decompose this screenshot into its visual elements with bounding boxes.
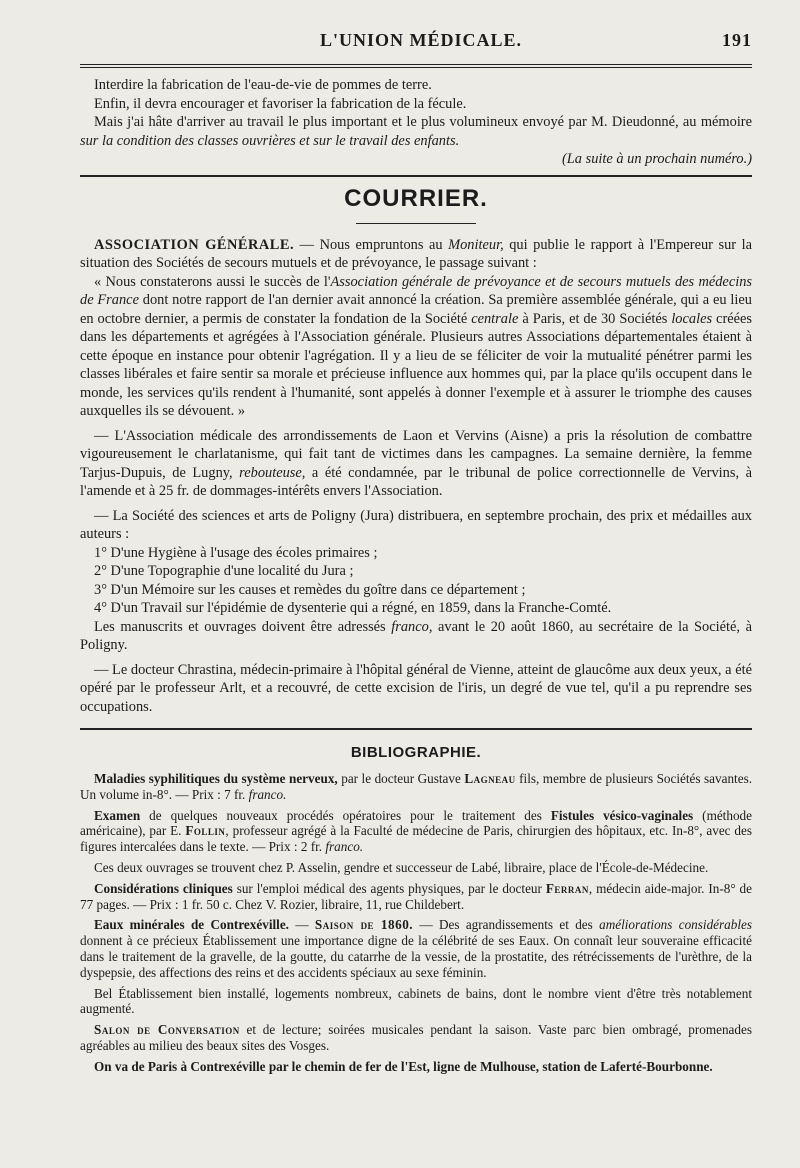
- biblio-entry-6: Bel Établissement bien installé, logements nombreux, cabinets de bains, dont le nombre vient d'être très notablement augmenté.: [80, 985, 752, 1017]
- intro-paragraph-3: [80, 113, 752, 150]
- biblio-entry-7: [80, 1022, 752, 1054]
- courrier-p5-a: Les manuscrits et ouvrages doivent être adressés: [94, 618, 392, 635]
- biblio-2-title: Examen: [94, 807, 141, 823]
- page-header: [80, 30, 752, 60]
- courrier-p2-g: créées dans les départements et agrégées à l'Association générale. Plusieurs autres Associations départementales étaient à cette époque en instance pour obtenir l'agrégation. Il y a lieu de se féliciter de voir la mutualité pénétrer parmi les classes libérales et faire sentir sa morale et précieuse influence aux hommes qui, par la place qu'ils occupent dans le monde, les services qu'ils rendent à l'humanité, sont appelés à donner l'exemple et à assurer le triomphe des causes auxquelles ils se dévouent. »: [80, 310, 752, 419]
- courrier-p2-b: Association générale de prévoyance et de secours mutuels des médecins de France: [80, 273, 752, 308]
- header-rule: [80, 64, 752, 68]
- biblio-5-saison: Saison de 1860.: [314, 917, 414, 933]
- association-label: ASSOCIATION GÉNÉRALE.: [94, 236, 295, 253]
- biblio-1-franco: franco.: [248, 786, 287, 802]
- courrier-p5-c: avant le 20 août 1860, au secrétaire de la Société, à Poligny.: [80, 618, 752, 653]
- biblio-1-title: Maladies syphilitiques du système nerveux,: [94, 771, 338, 786]
- courrier-paragraph-4: — La Société des sciences et arts de Poligny (Jura) distribuera, en septembre prochain, des prix et médailles aux auteurs :: [80, 507, 752, 542]
- prize-list: [80, 544, 752, 618]
- biblio-4-text2: , médecin aide-major. In-8° de 77 pages. — Prix : 1 fr. 50 c. Chez V. Rozier, libraire, 11, rue Childebert.: [80, 880, 752, 912]
- courrier-underline: [356, 223, 476, 224]
- intro-p3-italic: sur la condition des classes ouvrières et sur le travail des enfants.: [80, 132, 460, 149]
- courrier-paragraph-6: — Le docteur Chrastina, médecin-primaire à l'hôpital général de Vienne, atteint de glaucôme aux deux yeux, a été opéré par le professeur Arlt, et a recouvré, de cette excision de l'iris, un degré de vue tel, qu'il a pu reprendre ses occupations.: [80, 661, 752, 715]
- biblio-entry-8: On va de Paris à Contrexéville par le chemin de fer de l'Est, ligne de Mulhouse, station de Laferté-Bourbonne.: [94, 1058, 713, 1074]
- courrier-paragraph-1: [80, 236, 752, 273]
- courrier-p2-a: « Nous constaterons aussi le succès de l': [94, 273, 331, 290]
- biblio-4-author: Ferran: [545, 880, 589, 896]
- courrier-p3-c: a été condamnée, par le tribunal de police correctionnelle de Vervins, à l'amende et à 25 fr. de dommages-intérêts envers l'Association.: [80, 464, 752, 499]
- biblio-entry-2: [80, 808, 752, 855]
- courrier-p2-e: à Paris, et de 30 Sociétés: [518, 310, 672, 327]
- bibliographie-title: BIBLIOGRAPHIE.: [350, 744, 482, 761]
- prize-item-3: 3° D'un Mémoire sur les causes et remèdes du goître dans ce département ;: [94, 581, 526, 598]
- biblio-1-text2: fils, membre de plusieurs Sociétés savantes. Un volume in-8°. — Prix : 7 fr.: [80, 771, 753, 802]
- continued-note: (La suite à un prochain numéro.): [562, 151, 752, 167]
- intro-section: [80, 76, 752, 169]
- courrier-p3-b: rebouteuse,: [239, 464, 306, 481]
- biblio-entry-5: [80, 917, 752, 980]
- prize-item-1: 1° D'une Hygiène à l'usage des écoles primaires ;: [94, 544, 378, 561]
- biblio-5-text: —: [288, 917, 315, 933]
- biblio-7-salon: Salon de Conversation: [94, 1022, 240, 1038]
- biblio-2-text: de quelques nouveaux procédés opératoires pour le traitement des: [140, 807, 551, 823]
- biblio-5-text2: — Des agrandissements et des: [413, 917, 600, 933]
- courrier-p3-a: — L'Association médicale des arrondissements de Laon et Vervins (Aisne) a pris la résolution de combattre vigoureusement le charlatanisme, qui fait tant de victimes dans les campagnes. La semaine dernière, la femme Tarjus-Dupuis, de Lugny,: [80, 427, 752, 481]
- biblio-5-italic: améliorations considérables: [599, 917, 752, 933]
- courrier-p1-text-c: qui publie le rapport à l'Empereur sur la situation des Sociétés de secours mutuels et de prévoyance, le passage suivant :: [80, 236, 752, 271]
- prize-item-4: 4° D'un Travail sur l'épidémie de dysenterie qui a régné, en 1859, dans la Franche-Comté.: [94, 600, 612, 616]
- bibliographie-section: [80, 771, 752, 1075]
- intro-paragraph-1: Interdire la fabrication de l'eau-de-vie de pommes de terre.: [94, 77, 432, 93]
- biblio-2-title2: Fistules vésico-vaginales: [550, 807, 694, 823]
- courrier-paragraph-5: [80, 618, 752, 655]
- courrier-paragraph-3: [80, 427, 752, 501]
- courrier-p1-italic: Moniteur,: [448, 236, 504, 253]
- biblio-entry-4: [80, 881, 752, 913]
- intro-p3-text: Mais j'ai hâte d'arriver au travail le plus important et le plus volumineux envoyé par M. Dieudonné, au mémoire: [94, 114, 752, 130]
- biblio-entry-1: [80, 771, 752, 803]
- biblio-2-author: Follin: [185, 823, 226, 839]
- biblio-entry-3: Ces deux ouvrages se trouvent chez P. Asselin, gendre et successeur de Labé, libraire, place de l'École-de-Médecine.: [94, 859, 709, 875]
- intro-paragraph-2: Enfin, il devra encourager et favoriser la fabrication de la fécule.: [94, 95, 467, 112]
- biblio-4-title: Considérations cliniques: [94, 880, 233, 896]
- courrier-p2-c: dont notre rapport de l'an dernier avait annoncé la création. Sa première assemblée générale, qui a eu lieu en octobre dernier, a permis de constater la fondation de la Société: [80, 292, 752, 327]
- biblio-2-text2: (méthode américaine), par E.: [80, 807, 752, 839]
- page-number: 191: [722, 30, 752, 50]
- biblio-2-text3: , professeur agrégé à la Faculté de médecine de Paris, chirurgien des hôpitaux, etc. In-8°, avec des figures intercalées dans le texte. — Prix : 2 fr.: [80, 823, 752, 855]
- courrier-p1-text-a: — Nous empruntons au: [294, 236, 449, 253]
- biblio-1-text: par le docteur Gustave: [337, 771, 465, 786]
- courrier-p2-f: locales: [671, 310, 713, 327]
- courrier-paragraph-2: [80, 273, 752, 421]
- biblio-7-text: et de lecture; soirées musicales pendant la saison. Vaste parc bien ombragé, promenades agréables au milieu des beaux sites des Vosges.: [80, 1022, 752, 1053]
- courrier-title: COURRIER.: [344, 184, 488, 212]
- courrier-section: [80, 236, 752, 717]
- prize-item-2: 2° D'une Topographie d'une localité du Jura ;: [94, 563, 354, 579]
- biblio-4-text: sur l'emploi médical des agents physiques, par le docteur: [232, 880, 546, 896]
- courrier-p5-b: franco,: [391, 618, 433, 635]
- biblio-divider: [80, 728, 752, 730]
- biblio-5-title: Eaux minérales de Contrexéville.: [94, 917, 289, 933]
- courrier-p2-d: centrale: [471, 310, 519, 327]
- biblio-2-franco: franco.: [325, 839, 364, 855]
- biblio-1-author: Lagneau: [464, 771, 516, 786]
- biblio-5-text3: donnent à ce précieux Établissement une importance digne de la célébrité de ses Eaux. On connaît leur souveraine efficacité dans le traitement de la gravelle, de la goutte, du catarrhe de la vessie, de la prostatite, des rétrécissements de l'urèthre, de la dyspepsie, des affections des reins et des accidents spéciaux au sexe féminin.: [80, 933, 752, 980]
- running-title: L'UNION MÉDICALE.: [320, 30, 523, 50]
- section-divider: [80, 175, 752, 177]
